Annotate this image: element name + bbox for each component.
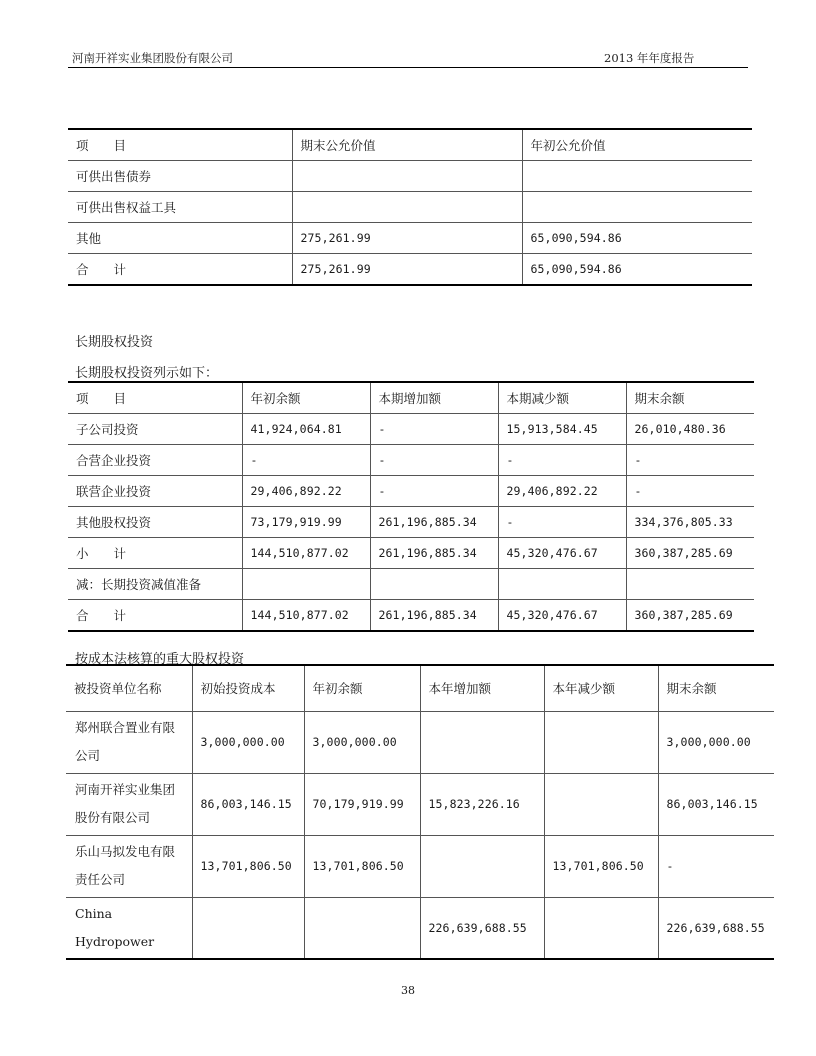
value-cell: 144,510,877.02 — [242, 600, 370, 632]
row-label: 可供出售权益工具 — [68, 192, 292, 223]
row-label: 其他股权投资 — [68, 507, 242, 538]
value-cell: 226,639,688.55 — [658, 897, 774, 959]
table-row — [66, 897, 774, 959]
section-subtitle: 长期股权投资列示如下： — [75, 366, 219, 381]
table-row — [68, 192, 752, 223]
total-row — [68, 600, 754, 632]
value-cell — [544, 897, 658, 959]
value-cell — [544, 773, 658, 835]
value-cell: - — [498, 445, 626, 476]
value-cell — [420, 835, 544, 897]
value-cell: 41,924,064.81 — [242, 414, 370, 445]
table-header-row — [66, 665, 774, 711]
value-cell — [292, 192, 522, 223]
investee-name: 乐山马拟发电有限责任公司 — [66, 835, 192, 897]
header-cell: 年初公允价值 — [522, 129, 752, 161]
table-header-row — [68, 129, 752, 161]
header-cell: 期末余额 — [626, 382, 754, 414]
value-cell — [242, 569, 370, 600]
table-row — [68, 445, 754, 476]
header-cell: 初始投资成本 — [192, 665, 304, 711]
value-cell: 144,510,877.02 — [242, 538, 370, 569]
table-row — [68, 507, 754, 538]
value-cell: 360,387,285.69 — [626, 600, 754, 632]
header-company: 河南开祥实业集团股份有限公司 — [72, 51, 233, 65]
header-cell: 被投资单位名称 — [74, 681, 162, 697]
value-cell — [522, 161, 752, 192]
investee-name: China Hydropower — [66, 897, 192, 959]
value-cell: 45,320,476.67 — [498, 600, 626, 632]
value-cell: 261,196,885.34 — [370, 600, 498, 632]
page-number: 38 — [401, 984, 415, 997]
header-cell: 期末公允价值 — [292, 129, 522, 161]
header-report-title: 2013 年年度报告 — [604, 51, 695, 65]
value-cell — [626, 569, 754, 600]
value-cell: - — [626, 445, 754, 476]
value-cell: 13,701,806.50 — [192, 835, 304, 897]
row-label: 减：长期投资减值准备 — [68, 569, 242, 600]
value-cell: 275,261.99 — [292, 254, 522, 286]
row-label: 可供出售债券 — [68, 161, 292, 192]
cost-method-table — [66, 664, 774, 960]
value-cell: 360,387,285.69 — [626, 538, 754, 569]
value-cell: 261,196,885.34 — [370, 507, 498, 538]
row-label: 合营企业投资 — [68, 445, 242, 476]
value-cell — [498, 569, 626, 600]
row-label: 子公司投资 — [68, 414, 242, 445]
header-cell: 年初余额 — [242, 382, 370, 414]
table-row — [66, 711, 774, 773]
value-cell: - — [370, 445, 498, 476]
row-label: 联营企业投资 — [68, 476, 242, 507]
investee-name: 郑州联合置业有限公司 — [66, 711, 192, 773]
value-cell: 13,701,806.50 — [544, 835, 658, 897]
value-cell: 275,261.99 — [292, 223, 522, 254]
value-cell: 261,196,885.34 — [370, 538, 498, 569]
table-row — [68, 476, 754, 507]
value-cell — [192, 897, 304, 959]
value-cell: 3,000,000.00 — [658, 711, 774, 773]
header-cell: 年初余额 — [304, 665, 420, 711]
table-row — [68, 223, 752, 254]
value-cell: 65,090,594.86 — [522, 223, 752, 254]
value-cell: 65,090,594.86 — [522, 254, 752, 286]
header-cell: 本期增加额 — [370, 382, 498, 414]
value-cell: 3,000,000.00 — [304, 711, 420, 773]
subtotal-row — [68, 538, 754, 569]
table-row — [68, 254, 752, 286]
value-cell: 13,701,806.50 — [304, 835, 420, 897]
header-cell: 本年增加额 — [420, 665, 544, 711]
value-cell: 70,179,919.99 — [304, 773, 420, 835]
header-cell: 本年减少额 — [544, 665, 658, 711]
fair-value-table — [68, 128, 752, 286]
header-cell: 项 目 — [76, 391, 127, 406]
row-label: 合 计 — [68, 254, 292, 286]
table-header-row — [68, 382, 754, 414]
table-row — [66, 773, 774, 835]
row-label: 小 计 — [68, 538, 242, 569]
table-row — [68, 414, 754, 445]
value-cell — [544, 711, 658, 773]
table-row — [68, 569, 754, 600]
section-title: 按成本法核算的重大股权投资 — [75, 652, 245, 667]
section-title: 长期股权投资 — [75, 335, 154, 350]
value-cell: 15,913,584.45 — [498, 414, 626, 445]
value-cell: 226,639,688.55 — [420, 897, 544, 959]
value-cell: - — [370, 414, 498, 445]
value-cell: 334,376,805.33 — [626, 507, 754, 538]
value-cell: 86,003,146.15 — [658, 773, 774, 835]
value-cell: 73,179,919.99 — [242, 507, 370, 538]
value-cell: 86,003,146.15 — [192, 773, 304, 835]
value-cell: - — [658, 835, 774, 897]
value-cell: - — [498, 507, 626, 538]
value-cell: 29,406,892.22 — [242, 476, 370, 507]
table-row — [68, 161, 752, 192]
value-cell — [292, 161, 522, 192]
table-row — [66, 835, 774, 897]
value-cell: - — [370, 476, 498, 507]
investee-name: 河南开祥实业集团股份有限公司 — [66, 773, 192, 835]
value-cell: 29,406,892.22 — [498, 476, 626, 507]
value-cell: 45,320,476.67 — [498, 538, 626, 569]
value-cell: 26,010,480.36 — [626, 414, 754, 445]
header-rule — [68, 67, 748, 68]
value-cell — [304, 897, 420, 959]
header-cell: 项 目 — [76, 138, 127, 153]
long-term-equity-table — [68, 381, 754, 632]
header-cell: 本期减少额 — [498, 382, 626, 414]
row-label: 合 计 — [68, 600, 242, 632]
value-cell: 15,823,226.16 — [420, 773, 544, 835]
value-cell: - — [626, 476, 754, 507]
value-cell — [420, 711, 544, 773]
header-cell: 期末余额 — [658, 665, 774, 711]
row-label: 其他 — [68, 223, 292, 254]
value-cell — [370, 569, 498, 600]
value-cell — [522, 192, 752, 223]
value-cell: 3,000,000.00 — [192, 711, 304, 773]
value-cell: - — [242, 445, 370, 476]
